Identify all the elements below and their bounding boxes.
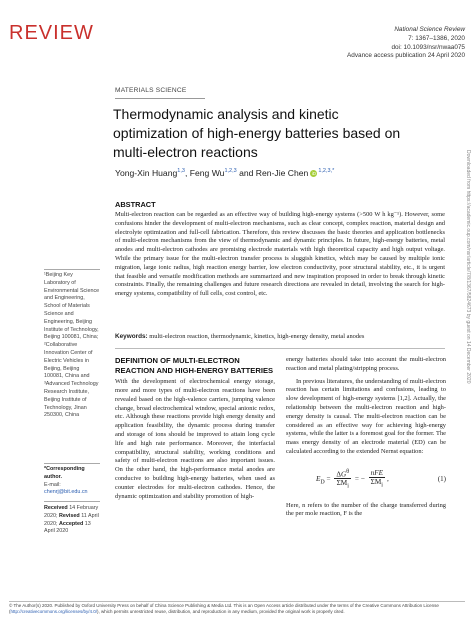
download-side-note	[463, 150, 471, 480]
received-label: Received	[44, 505, 68, 511]
eq-minus: = −	[354, 474, 365, 483]
article-dates	[44, 505, 100, 536]
abstract-divider	[115, 348, 445, 349]
orcid-icon[interactable]: iD	[311, 171, 316, 176]
journal-name[interactable]: National Science Review	[394, 26, 465, 33]
abstract-text: Multi-electron reaction can be regarded as an effective way of building high-energy systems (>500 W h kg⁻¹). However, some confusions hinder the development of multi-electron mechanisms, such as clear concept, complex reaction, material design and electrolyte optimization and full-cell fabrication. Therefore, this review discusses the basic theories and application bottlenecks of multi-electron mechanisms from the view of thermodynamic and dynamic principles. In future, high-energy batteries, metal anodes and multi-electron cathodes are promising electrode materials with high theoretical capacity and high output voltage. While the primary issue for the multi-electron transfer process is sluggish kinetics, which may be caused by multiple ionic migration, large ionic radius, high reaction energy barrier, low electron conductivity, poor structural stability, etc., it is urgent that feasible and versatile modification methods are summarized and new inspiration proposed in order to break through kinetic constraints. Finally, the remaining challenges and future research directions are revealed in detail, involving the search for high-energy systems, compatibility of full cells, cost control, etc.	[115, 211, 445, 298]
eq-fraction-1	[334, 469, 351, 490]
section-heading: DEFINITION OF MULTI-ELECTRON REACTION AND HIGH-ENERGY BATTERIES	[115, 356, 274, 375]
revised-date: 11 April 2020;	[44, 512, 99, 527]
eq-denominator-1	[335, 479, 351, 489]
section-label: MATERIALS SCIENCE	[115, 87, 187, 94]
equation-1	[316, 469, 446, 490]
abstract-heading: ABSTRACT	[115, 200, 156, 209]
eq-numerator-1	[334, 469, 351, 479]
author-name[interactable]: Feng Wu	[189, 168, 225, 178]
author-list	[115, 168, 334, 178]
author-name[interactable]: Yong-Xin Huang	[115, 168, 178, 178]
license-link[interactable]: http://creativecommons.org/licenses/by/4.0/	[10, 609, 98, 615]
affiliations: ¹Beijing Key Laboratory of Environmental Science and Engineering, School of Materials Science and Engineering, Beijing Institute of Technology, Beijing 100081, China; ²Collaborative Innovation Center of Electric Vehicles in Beijing, Beijing 100081, China and ³Advanced Technology Research Institute, Beijing Institute of Technology, Jinan 250300, China	[44, 272, 100, 419]
revised-label: Revised	[59, 512, 80, 519]
advance-access: Advance access publication 24 April 2020	[347, 52, 465, 60]
keywords	[115, 333, 445, 342]
body-paragraph: In previous literatures, the understanding of multi-electron reaction has certain limitations and confusions, leading to slow development of high-energy systems [1,2]. Actually, the relationship between the multi-electron reaction and high-energy density is causal. The multi-electron reaction can be considered as an effective way for achieving high-energy systems, while the latter is a foremost goal for the former. The mass energy density of an electrode material (ED) can be calculated according to the extended Nernst equation:	[286, 377, 446, 455]
eq-sum-m-2: ΣM	[370, 478, 382, 487]
equation-body	[316, 469, 389, 490]
journal-meta	[275, 26, 465, 61]
author-affiliation-marker[interactable]: 1,2,3,*	[318, 168, 335, 175]
corresponding-divider	[44, 463, 100, 464]
author-conjunction: and	[239, 168, 254, 178]
volume-pages: 7: 1367–1386, 2020	[408, 34, 465, 42]
received-date: 14 February 2020;	[44, 505, 99, 519]
doi[interactable]: doi: 10.1093/nsr/nwaa075	[391, 43, 465, 51]
corresponding-author	[44, 466, 100, 497]
accepted-label: Accepted	[59, 520, 84, 527]
eq-equals: =	[326, 474, 331, 483]
section-divider	[115, 98, 205, 99]
eq-sum-m: ΣM	[336, 479, 348, 488]
license-text-end: ), which permits unrestricted reuse, distribution, and reproduction in any medium, provided the original work is properly cited.	[97, 609, 345, 615]
author-separator: ,	[184, 168, 188, 178]
equation-number: (1)	[437, 475, 446, 484]
license-text: © The Author(s) 2020. Published by Oxford University Press on behalf of China Science Publishing & Media Ltd. This is an Open Access article distributed under the terms of the Creative Commons Attribution License (	[9, 603, 439, 615]
license-footer	[9, 603, 465, 616]
body-paragraph: Here, n refers to the number of the charge transferred during the per mole reaction, F is the	[286, 501, 446, 518]
eq-lhs: E	[316, 474, 321, 483]
eq-delta: Δ	[336, 470, 342, 479]
email-label: E-mail:	[44, 481, 61, 488]
keywords-label: Keywords:	[115, 333, 148, 340]
body-paragraph: energy batteries should take into account the multi-electron reaction and metal plating/stripping process.	[286, 356, 446, 372]
body-paragraph: With the development of electrochemical energy storage, more and more types of multi-electron reactions have been revealed based on the high-valence carriers, jumping valence change, broad electrochemical window, special anionic redox, etc. Although these reactions provide high energy density and application feasibility, the dynamic process during transfer and storage of ions should be improved to attain long cycle life and high rate performance. Moreover, the interfacial compatibility, structural stability, working conditions and safety of multi-electron reactions are also important issues. On the other hand, the high-performance metal anodes are conducive to building high-energy batteries, when used as counter electrodes for multi-electron cathodes. Hence, the dynamic optimization and stability promotion of high-	[115, 378, 275, 500]
dates-divider	[44, 501, 100, 502]
body-column-right	[286, 352, 446, 519]
eq-sub-i-2: i	[381, 482, 383, 489]
eq-sub-i: i	[347, 483, 349, 490]
download-note-text: Downloaded from https://academic.oup.com/nsr/article/7/8/1367/5824673 by guest on 14 December 2020	[465, 150, 471, 384]
accepted-date: 13 April 2020	[44, 520, 91, 535]
author-affiliation-marker[interactable]: 1,2,3	[224, 168, 237, 175]
author-affiliation-marker[interactable]: 1,3	[177, 168, 185, 175]
keywords-list: multi-electron reaction, thermodynamic, kinetics, high-energy density, metal anodes	[149, 333, 365, 340]
author-name[interactable]: Ren-Jie Chen	[255, 168, 309, 178]
footer-divider	[9, 601, 465, 602]
corresponding-label: *Corresponding author.	[44, 466, 85, 480]
article-title: Thermodynamic analysis and kinetic optimization of high-energy batteries based on multi-electron reactions	[113, 106, 401, 160]
eq-numerator-2: nFE	[370, 469, 383, 478]
eq-g: G	[341, 470, 347, 479]
eq-theta: θ	[346, 468, 350, 475]
eq-comma: ,	[386, 474, 389, 483]
eq-denominator-2	[369, 478, 385, 488]
affiliation-divider	[44, 269, 100, 270]
corresponding-email-link[interactable]: chenrj@bit.edu.cn	[44, 489, 88, 496]
eq-lhs-sub: D	[320, 479, 325, 486]
body-column-left	[115, 352, 275, 501]
review-label: REVIEW	[9, 22, 94, 44]
eq-fraction-2	[369, 469, 385, 488]
